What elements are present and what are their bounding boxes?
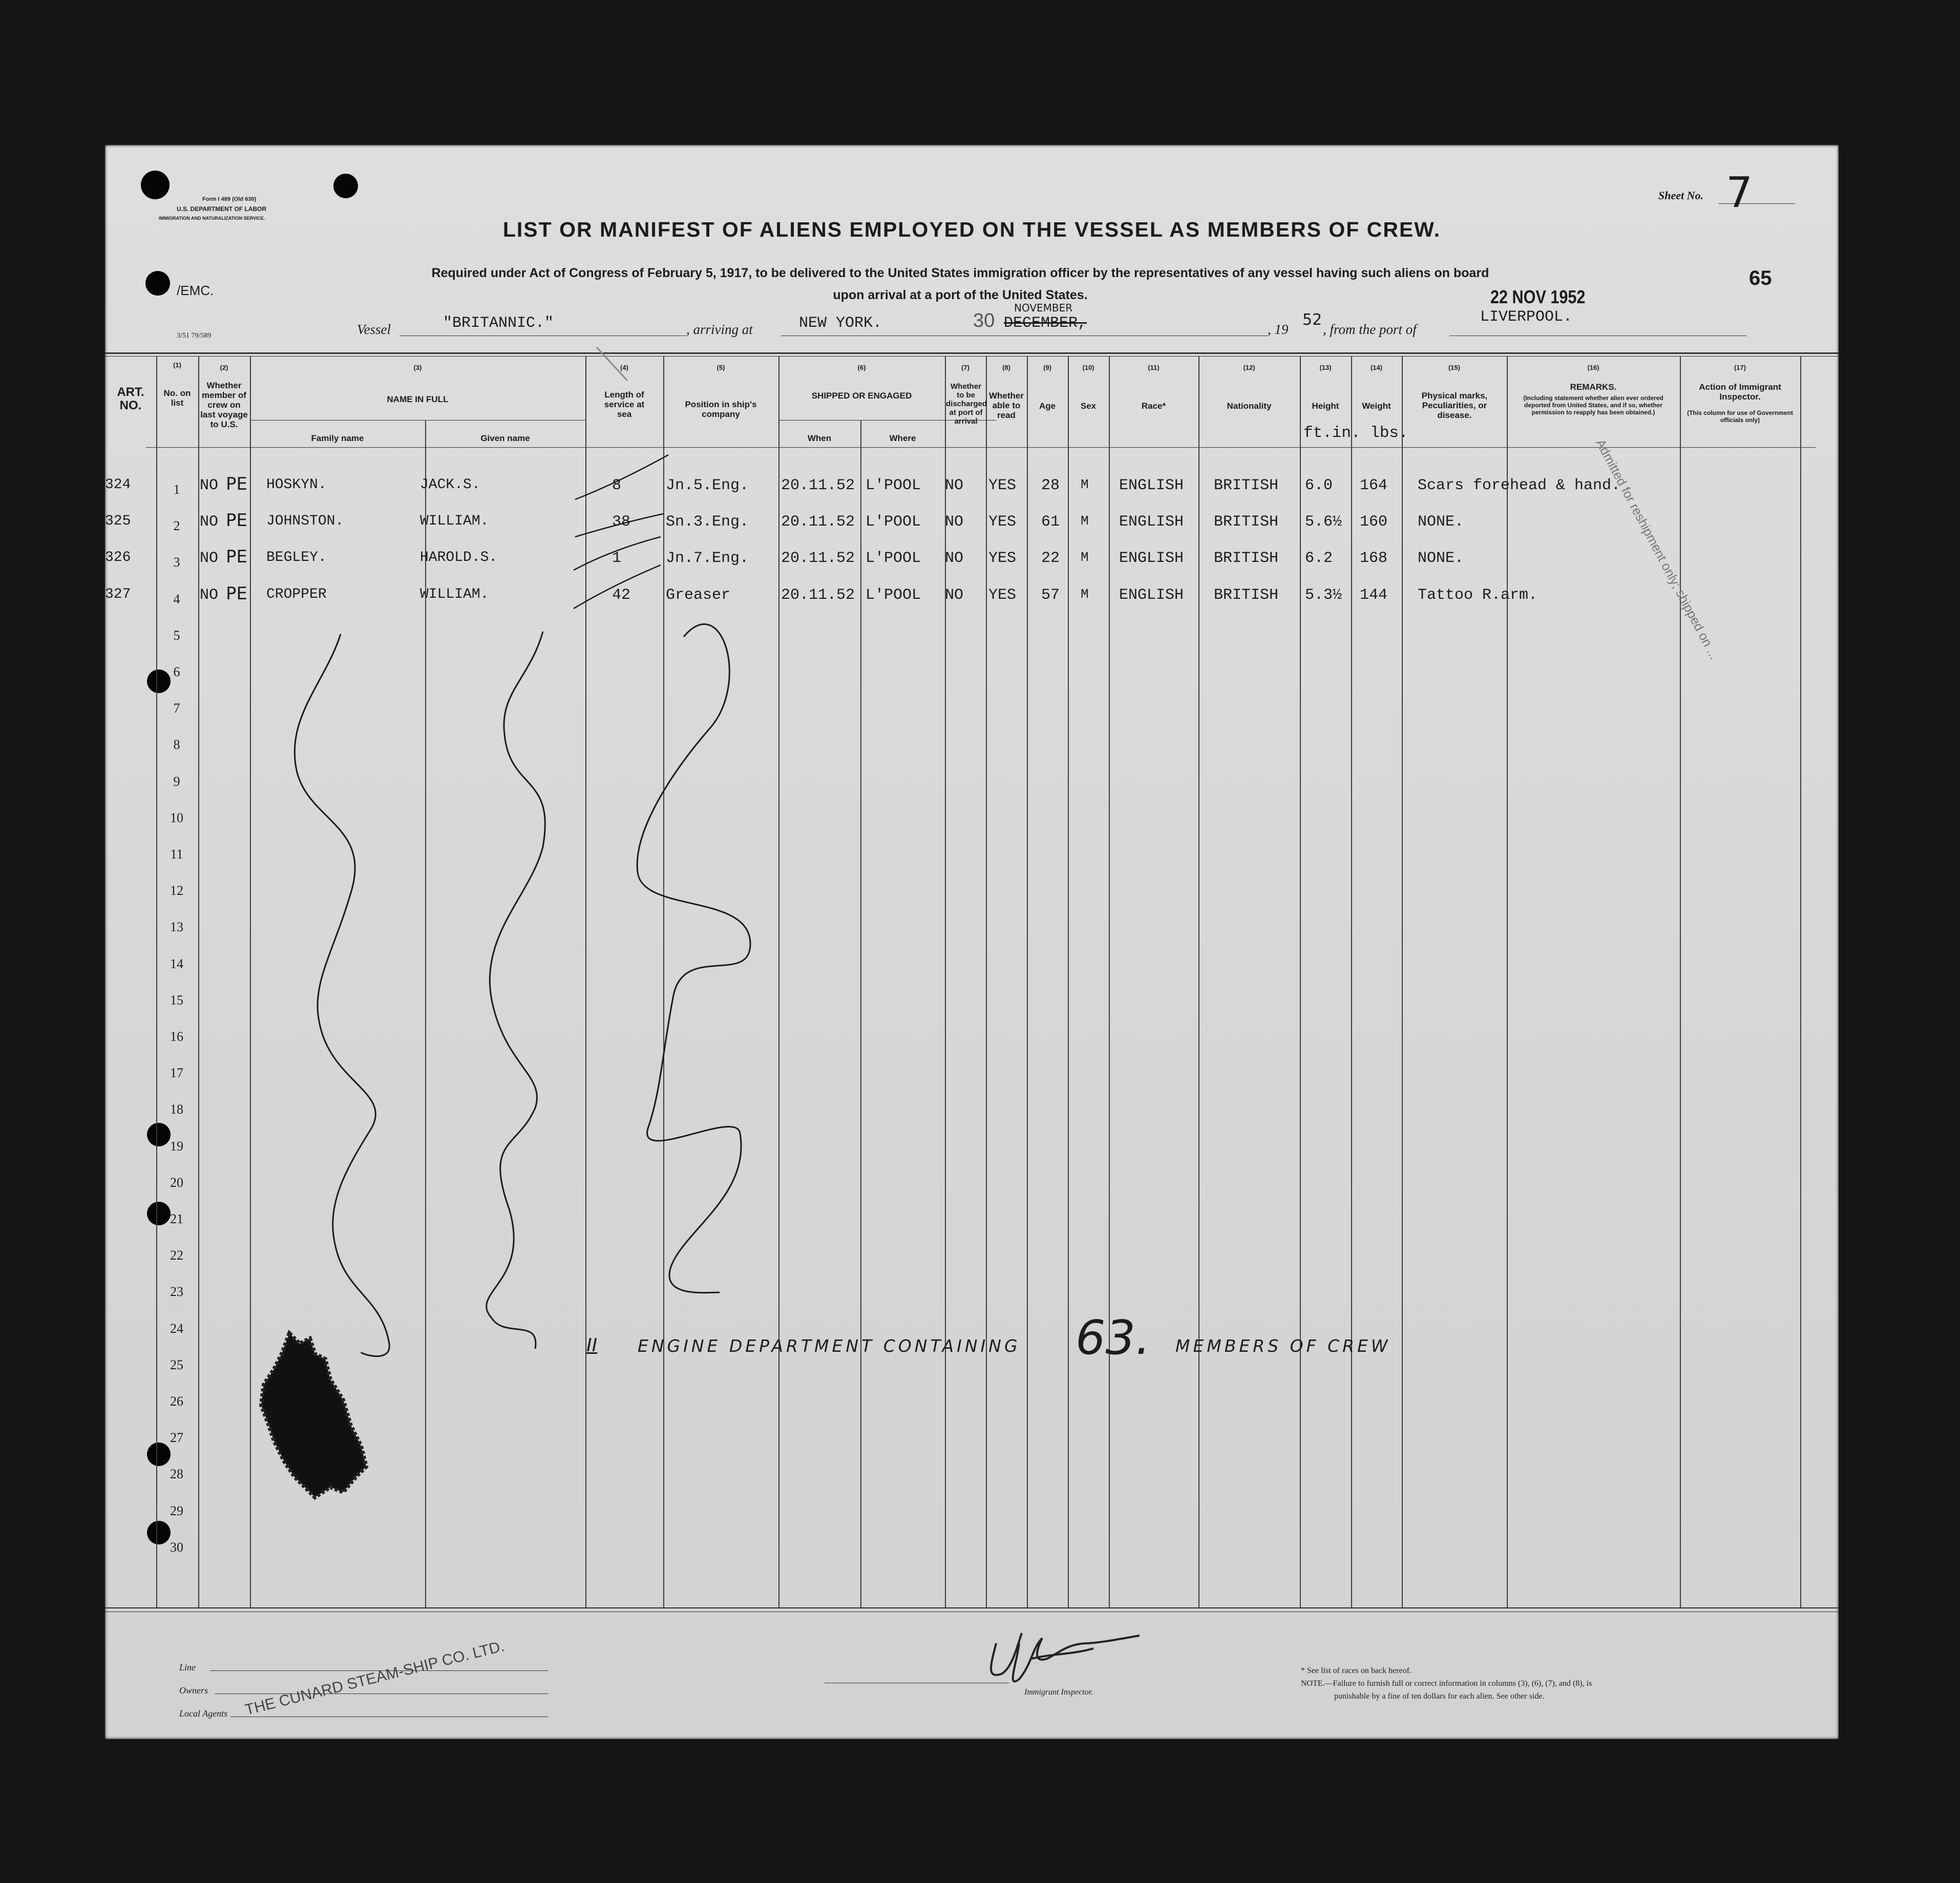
line-number: 6: [173, 664, 180, 679]
crew-race: ENGLISH: [1119, 477, 1184, 494]
crew-position: Sn.3.Eng.: [666, 513, 749, 531]
tick-row-1: [575, 455, 668, 499]
crew-discharged: NO: [945, 477, 964, 494]
line-number: 1: [173, 482, 180, 497]
year-label: , 19: [1268, 322, 1289, 337]
col-12-header: Nationality: [1227, 401, 1272, 411]
crew-able-to-read: YES: [988, 586, 1017, 604]
crew-service-length: 8: [612, 477, 622, 494]
line-number: 22: [170, 1248, 183, 1263]
line-number: 9: [173, 773, 180, 789]
line-number: 11: [170, 847, 183, 862]
crew-sex: M: [1081, 550, 1089, 566]
line-number: 21: [170, 1211, 183, 1226]
inspector-signature: [971, 1607, 1145, 1694]
crew-family-name: JOHNSTON.: [266, 513, 344, 530]
crew-shipped-when: 20.11.52: [781, 550, 855, 568]
line-number: 3: [173, 555, 180, 570]
crew-given-name: WILLIAM.: [420, 586, 489, 602]
crew-height: 5.6½: [1305, 513, 1342, 531]
crew-physical-marks: Scars forehead & hand.: [1418, 477, 1621, 494]
crew-art-no: 324: [105, 477, 131, 493]
crew-able-to-read: YES: [988, 550, 1017, 568]
strike-wave-position: [637, 624, 750, 1292]
col-11-num: (11): [1148, 364, 1160, 371]
col-2-num: (2): [220, 364, 228, 371]
col-6b-header: Where: [889, 433, 916, 443]
crew-family-name: BEGLEY.: [266, 550, 327, 566]
line-number: 8: [173, 737, 180, 752]
col-13-num: (13): [1319, 364, 1332, 371]
crew-race: ENGLISH: [1119, 513, 1184, 531]
received-date-stamp: 22 NOV 1952: [1490, 286, 1586, 307]
page-reference: 65: [1749, 267, 1772, 289]
crew-nationality: BRITISH: [1214, 550, 1279, 568]
line-number: 18: [170, 1102, 183, 1117]
footer-note-1: * See list of races on back hereof.: [1301, 1666, 1411, 1675]
crew-pe-mark: PE: [226, 510, 247, 531]
crew-age: 61: [1041, 513, 1060, 531]
illegible-stamp-ghost: [597, 347, 627, 381]
col-12-num: (12): [1243, 364, 1255, 371]
print-code: 3/51 79/589: [177, 332, 212, 340]
crew-weight: 164: [1360, 477, 1388, 494]
col-1-num: (1): [173, 361, 181, 369]
crew-last-voyage: NO: [200, 550, 219, 568]
crew-weight: 160: [1360, 513, 1388, 531]
crew-physical-marks: Tattoo R.arm.: [1418, 586, 1538, 604]
crew-position: Jn.5.Eng.: [666, 477, 749, 494]
crew-shipped-where: L'POOL: [866, 550, 921, 568]
crew-race: ENGLISH: [1119, 586, 1184, 604]
crew-last-voyage: NO: [200, 513, 219, 531]
col-11-header: Race*: [1141, 401, 1166, 411]
line-number: 7: [173, 701, 180, 716]
line-number: 14: [170, 956, 183, 971]
line-number: 19: [170, 1138, 183, 1154]
col-2-header: Whether member of crew on last voyage to U.S.: [200, 381, 248, 429]
from-port: LIVERPOOL.: [1480, 308, 1573, 326]
owners-label: Owners: [179, 1685, 208, 1696]
crew-service-length: 42: [612, 586, 631, 604]
col-4-num: (4): [620, 364, 628, 371]
crew-physical-marks: NONE.: [1418, 550, 1464, 568]
form-number: Form I 489 (Old 630): [202, 196, 257, 202]
crew-height: 6.0: [1305, 477, 1333, 494]
service-name: IMMIGRATION AND NATURALIZATION SERVICE.: [159, 216, 265, 221]
arriving-label: , arriving at: [686, 322, 753, 337]
line-number: 29: [170, 1503, 183, 1518]
crew-shipped-where: L'POOL: [866, 477, 921, 494]
line-number: 4: [173, 591, 180, 606]
col-15-header: Physical marks, Peculiarities, or disease.: [1421, 391, 1488, 420]
col-1-header: No. on list: [163, 388, 191, 408]
agents-label: Local Agents: [179, 1708, 228, 1719]
col-3-header: NAME IN FULL: [387, 394, 449, 404]
col-3b-header: Given name: [480, 433, 530, 443]
crew-weight: 144: [1360, 586, 1388, 604]
manifest-sheet: [105, 145, 1839, 1739]
units-label: ft.in. lbs.: [1303, 424, 1408, 442]
crew-family-name: CROPPER: [266, 586, 327, 602]
col-17-note: (This column for use of Government officials only): [1687, 409, 1793, 424]
crew-shipped-when: 20.11.52: [781, 513, 855, 531]
crew-last-voyage: NO: [200, 586, 219, 604]
line-number: 23: [170, 1284, 183, 1300]
crew-height: 6.2: [1305, 550, 1333, 568]
crew-sex: M: [1081, 477, 1089, 492]
line-number: 30: [170, 1539, 183, 1555]
crew-height: 5.3½: [1305, 586, 1342, 604]
col-16-note: (Including statement whether alien ever ordered deported from United States, and if so, whether permission to reapply has been obtained.): [1523, 394, 1663, 416]
col-16-header: REMARKS.: [1570, 382, 1617, 392]
col-9-header: Age: [1039, 401, 1056, 411]
arrival-port: NEW YORK.: [799, 315, 882, 332]
form-subtitle-2: upon arrival at a port of the United States.: [833, 288, 1088, 302]
crew-position: Jn.7.Eng.: [666, 550, 749, 568]
crew-age: 28: [1041, 477, 1060, 494]
crew-shipped-when: 20.11.52: [781, 586, 855, 604]
col-7-num: (7): [961, 364, 970, 371]
line-number: 12: [170, 883, 183, 898]
col-6a-header: When: [807, 433, 832, 443]
strike-wave-given: [487, 632, 545, 1349]
col-3-num: (3): [413, 364, 422, 371]
inspector-label: Immigrant Inspector.: [1024, 1688, 1093, 1697]
crew-able-to-read: YES: [988, 477, 1017, 494]
crew-given-name: WILLIAM.: [420, 513, 489, 530]
year-value: 52: [1302, 311, 1322, 329]
line-number: 13: [170, 919, 183, 935]
vessel-name: "BRITANNIC.": [443, 315, 554, 332]
line-number: 27: [170, 1430, 183, 1446]
crew-age: 57: [1041, 586, 1060, 604]
owners-rule: [215, 1693, 548, 1694]
line-number: 17: [170, 1065, 183, 1081]
sheet-number: 7: [1726, 169, 1753, 217]
crew-shipped-when: 20.11.52: [781, 477, 855, 494]
company-stamp: THE CUNARD STEAM-SHIP CO. LTD.: [243, 1638, 507, 1719]
crew-nationality: BRITISH: [1214, 513, 1279, 531]
col-4-header: Length of service at sea: [604, 390, 645, 419]
crew-shipped-where: L'POOL: [866, 513, 921, 531]
line-label: Line: [179, 1662, 196, 1672]
col-16-num: (16): [1587, 364, 1599, 371]
crew-given-name: JACK.S.: [420, 477, 480, 493]
department-name: U.S. DEPARTMENT OF LABOR: [177, 205, 267, 213]
file-code: /EMC.: [177, 283, 214, 298]
crew-discharged: NO: [945, 586, 964, 604]
col-art-header: ART. NO.: [117, 385, 144, 412]
tick-row-3: [574, 537, 661, 570]
crew-nationality: BRITISH: [1214, 477, 1279, 494]
col-5-header: Position in ship's company: [685, 400, 757, 419]
footer-note-3: punishable by a fine of ten dollars for each alien. See other side.: [1334, 1692, 1545, 1701]
col-6-header: SHIPPED OR ENGAGED: [811, 391, 912, 401]
col-17-num: (17): [1734, 364, 1746, 371]
crew-sex: M: [1081, 586, 1089, 602]
arrival-day: 30: [973, 310, 995, 331]
crew-discharged: NO: [945, 550, 964, 568]
crew-art-no: 325: [105, 513, 131, 530]
seal-blot: [254, 1323, 376, 1518]
crew-service-length: 1: [612, 550, 622, 568]
line-number: 25: [170, 1357, 183, 1372]
crew-physical-marks: NONE.: [1418, 513, 1464, 531]
sheet-no-label: Sheet No.: [1658, 189, 1703, 202]
crew-nationality: BRITISH: [1214, 586, 1279, 604]
col-13-header: Height: [1312, 401, 1339, 411]
col-15-num: (15): [1448, 364, 1461, 371]
crew-art-no: 326: [105, 550, 131, 566]
col-7-header: Whether to be discharged at port of arrival: [946, 382, 987, 426]
crew-weight: 168: [1360, 550, 1388, 568]
line-number: 26: [170, 1394, 183, 1409]
line-number: 16: [170, 1029, 183, 1044]
col-10-num: (10): [1082, 364, 1094, 371]
crew-discharged: NO: [945, 513, 964, 531]
col-9-num: (9): [1043, 364, 1051, 371]
form-title: LIST OR MANIFEST OF ALIENS EMPLOYED ON THE VESSEL AS MEMBERS OF CREW.: [502, 218, 1441, 241]
line-number: 10: [170, 810, 183, 825]
crew-age: 22: [1041, 550, 1060, 568]
crew-art-no: 327: [105, 586, 131, 602]
col-17-header: Action of Immigrant Inspector.: [1699, 382, 1781, 402]
crew-pe-mark: PE: [226, 474, 247, 494]
line-number: 2: [173, 518, 180, 534]
month-correction: NOVEMBER: [1014, 302, 1073, 314]
crew-shipped-where: L'POOL: [866, 586, 921, 604]
footer-note-2: NOTE.—Failure to furnish full or correct information in columns (3), (6), (7), and (8), is: [1301, 1679, 1592, 1688]
crew-pe-mark: PE: [226, 547, 247, 568]
crew-given-name: HAROLD.S.: [420, 550, 498, 566]
crew-able-to-read: YES: [988, 513, 1017, 531]
col-3a-header: Family name: [311, 433, 364, 443]
crew-service-length: 38: [612, 513, 631, 531]
col-6-num: (6): [857, 364, 866, 371]
crew-family-name: HOSKYN.: [266, 477, 327, 493]
line-number: 15: [170, 992, 183, 1008]
vessel-label: Vessel: [357, 322, 391, 337]
crew-race: ENGLISH: [1119, 550, 1184, 568]
dept-suffix: MEMBERS OF CREW: [1175, 1336, 1391, 1356]
col-10-header: Sex: [1080, 401, 1097, 411]
col-14-header: Weight: [1362, 401, 1391, 411]
dept-description: ENGINE DEPARTMENT CONTAINING: [638, 1336, 1021, 1356]
line-number: 24: [170, 1321, 183, 1336]
col-8-header: Whether able to read: [989, 391, 1024, 420]
month-struck: DECEMBER,: [1004, 315, 1087, 332]
crew-position: Greaser: [666, 586, 731, 604]
side-admission-stamp: Admitted for reshipment only; shipped on ...: [1593, 437, 1722, 662]
tick-row-2: [575, 514, 663, 537]
col-8-num: (8): [1002, 364, 1010, 371]
crew-pe-mark: PE: [226, 583, 247, 604]
strike-wave-family: [294, 634, 389, 1356]
crew-sex: M: [1081, 513, 1089, 529]
dept-prefix: II: [586, 1335, 598, 1356]
crew-last-voyage: NO: [200, 477, 219, 494]
line-number: 5: [173, 627, 180, 643]
form-subtitle-1: Required under Act of Congress of February 5, 1917, to be delivered to the United States immigration officer by the representatives of any vessel having such aliens on board: [431, 266, 1489, 280]
from-port-label: , from the port of: [1323, 322, 1417, 337]
crew-count: 63.: [1076, 1310, 1151, 1365]
line-number: 20: [170, 1175, 183, 1190]
line-number: 28: [170, 1467, 183, 1482]
col-14-num: (14): [1370, 364, 1383, 371]
tick-row-4: [574, 565, 661, 609]
col-5-num: (5): [716, 364, 725, 371]
